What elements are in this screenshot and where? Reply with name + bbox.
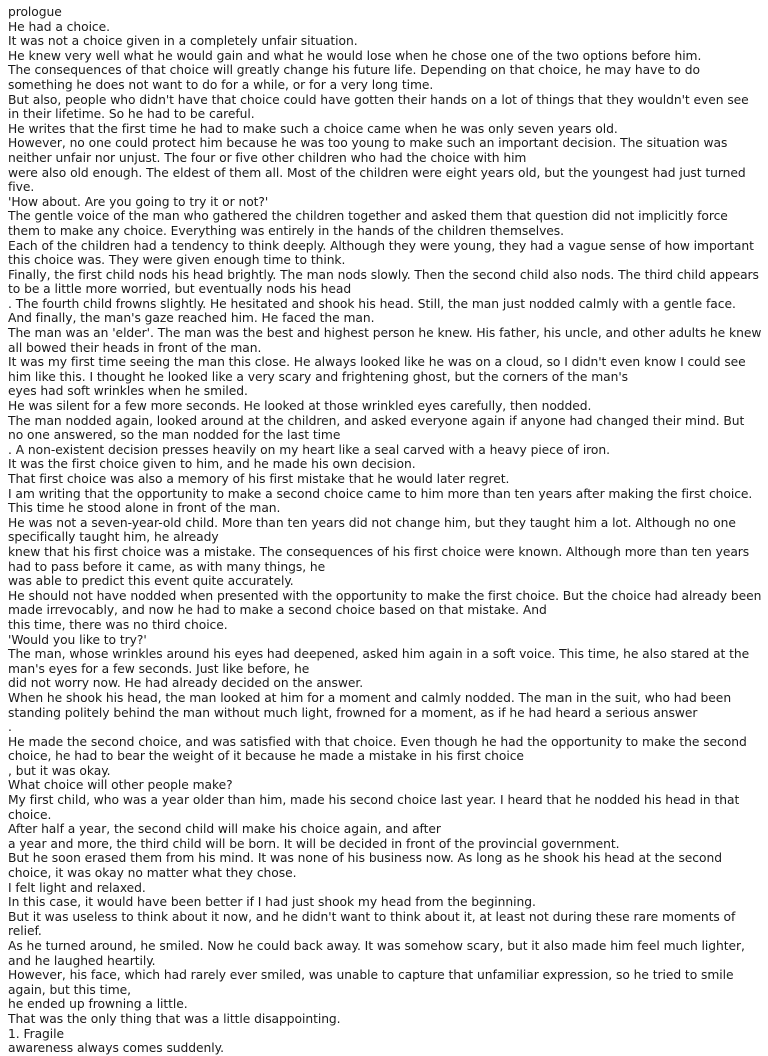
- paragraph: The consequences of that choice will greatly change his future life. Depending on that choice, he may have to do something he does not want to do for a while, or for a very long time.: [8, 63, 700, 92]
- paragraph: eyes had soft wrinkles when he smiled.: [8, 384, 248, 399]
- paragraph: The man, whose wrinkles around his eyes had deepened, asked him again in a soft voice. This time, he also stared at the man's eyes for a few seconds. Just like before, he: [8, 647, 750, 676]
- paragraph: I felt light and relaxed.: [8, 880, 146, 895]
- paragraph: This time he stood alone in front of the man.: [8, 501, 281, 516]
- paragraph: He writes that the first time he had to make such a choice came when he was only seven years old.: [8, 121, 618, 136]
- paragraph: The gentle voice of the man who gathered the children together and asked them that question did not implicitly force them to make any choice. Everything was entirely in the hands of the children themselves.: [8, 209, 728, 238]
- chapter-heading: 1. Fragile: [8, 1026, 65, 1041]
- dialogue-line: 'Would you like to try?': [8, 632, 147, 647]
- paragraph: . A non-existent decision presses heavily on my heart like a seal carved with a heavy piece of iron.: [8, 442, 610, 457]
- paragraph: However, no one could protect him because he was too young to make such an important decision. The situation was neither unfair nor unjust. The four or five other children who had the choice with him: [8, 136, 728, 165]
- paragraph: did not worry now. He had already decided on the answer.: [8, 676, 364, 691]
- paragraph: However, his face, which had rarely ever smiled, was unable to capture that unfamiliar expression, so he tried to smile again, but this time,: [8, 968, 734, 997]
- paragraph: When he shook his head, the man looked at him for a moment and calmly nodded. The man in the suit, who had been standing politely behind the man without much light, frowned for a moment, as if he had heard a serious answer: [8, 690, 732, 720]
- paragraph: knew that his first choice was a mistake. The consequences of his first choice were known. Although more than ten years had to pass before it came, as with many things, he: [8, 544, 750, 574]
- paragraph: I am writing that the opportunity to make a second choice came to him more than ten years after making the first choice.: [8, 486, 753, 501]
- paragraph: In this case, it would have been better if I had just shook my head from the beginning.: [8, 895, 536, 910]
- paragraph: But he soon erased them from his mind. It was none of his business now. As long as he shook his head at the second choice, it was okay no matter what they chose.: [8, 851, 722, 881]
- paragraph: But it was useless to think about it now, and he didn't want to think about it, at least not during these rare moments of relief.: [8, 909, 736, 939]
- paragraph: He knew very well what he would gain and what he would lose when he chose one of the two options before him.: [8, 48, 702, 63]
- document-body: [8, 5, 762, 1056]
- paragraph: He should not have nodded when presented with the opportunity to make the first choice. But the choice had already been made irrevocably, and now he had to make a second choice based on that mistake. And: [8, 588, 762, 618]
- paragraph: What choice will other people make?: [8, 778, 233, 793]
- paragraph: As he turned around, he smiled. Now he could back away. It was somehow scary, but it also made him feel much lighter, and he laughed heartily.: [8, 939, 745, 968]
- dialogue-line: 'How about. Are you going to try it or not?': [8, 194, 269, 209]
- paragraph: was able to predict this event quite accurately.: [8, 574, 294, 589]
- paragraph: He was not a seven-year-old child. More than ten years did not change him, but they taught him a lot. Although no one specifically taught him, he already: [8, 515, 736, 545]
- paragraph: He made the second choice, and was satisfied with that choice. Even though he had the opportunity to make the second choice, he had to bear the weight of it because he made a mistake in his first choice: [8, 734, 747, 764]
- paragraph: My first child, who was a year older than him, made his second choice last year. I heard that he nodded his head in that choice.: [8, 793, 740, 822]
- paragraph: . The fourth child frowns slightly. He hesitated and shook his head. Still, the man just nodded calmly with a gentle face.: [8, 296, 736, 311]
- paragraph: He had a choice.: [8, 19, 110, 34]
- paragraph: a year and more, the third child will be born. It will be decided in front of the provincial government.: [8, 836, 620, 851]
- paragraph: Each of the children had a tendency to think deeply. Although they were young, they had a vague sense of how important this choice was. They were given enough time to think.: [8, 238, 754, 268]
- paragraph: But also, people who didn't have that choice could have gotten their hands on a lot of things that they wouldn't even see in their lifetime. So he had to be careful.: [8, 92, 749, 122]
- paragraph: Finally, the first child nods his head brightly. The man nods slowly. Then the second child also nods. The third child appears to be a little more worried, but eventually nods his head: [8, 267, 759, 297]
- paragraph: And finally, the man's gaze reached him. He faced the man.: [8, 311, 375, 326]
- paragraph: he ended up frowning a little.: [8, 997, 188, 1012]
- paragraph: awareness always comes suddenly.: [8, 1041, 224, 1056]
- paragraph: It was my first time seeing the man this close. He always looked like he was on a cloud, so I didn't even know I could see him like this. I thought he looked like a very scary and frightening ghost, but the corners of the man's: [8, 355, 746, 384]
- paragraph: It was not a choice given in a completely unfair situation.: [8, 34, 358, 49]
- paragraph: After half a year, the second child will make his choice again, and after: [8, 822, 441, 837]
- paragraph: , but it was okay.: [8, 763, 111, 778]
- paragraph: He was silent for a few more seconds. He looked at those wrinkled eyes carefully, then nodded.: [8, 399, 592, 414]
- paragraph: It was the first choice given to him, and he made his own decision.: [8, 457, 416, 472]
- paragraph: The man was an 'elder'. The man was the best and highest person he knew. His father, his uncle, and other adults he knew all bowed their heads in front of the man.: [8, 326, 762, 355]
- paragraph: That was the only thing that was a little disappointing.: [8, 1011, 341, 1026]
- paragraph: were also old enough. The eldest of them all. Most of the children were eight years old, but the youngest had just turned five.: [8, 165, 746, 195]
- paragraph: this time, there was no third choice.: [8, 617, 228, 632]
- paragraph: That first choice was also a memory of his first mistake that he would later regret.: [8, 472, 510, 486]
- heading-prologue: prologue: [8, 5, 62, 19]
- paragraph: The man nodded again, looked around at the children, and asked everyone again if anyone had changed their mind. But no one answered, so the man nodded for the last time: [8, 413, 745, 443]
- paragraph: .: [8, 720, 12, 735]
